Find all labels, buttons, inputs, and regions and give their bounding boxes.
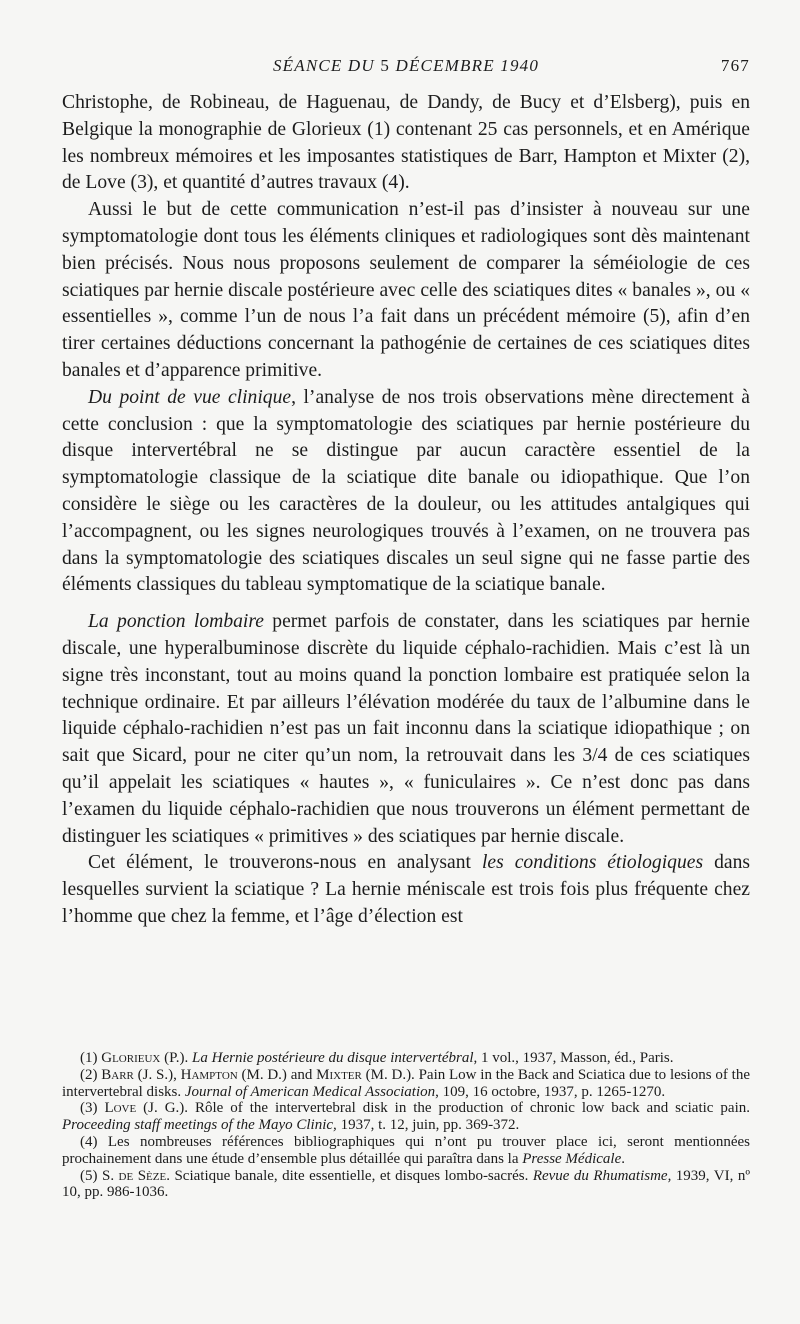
paragraph-4 (62, 609, 750, 850)
footnote-2-author-3-rest: (M. D.). Pain Low in the Back and Sciatica due to lesions of the intervertebral disks. (62, 1066, 750, 1100)
paragraph-5-body: dans lesquelles survient la sciatique ? La hernie méniscale est trois fois plus fréquente chez l’homme que chez la femme, et l’âge d’élection est (62, 852, 750, 927)
footnote-5-title: Revue du Rhumatisme, (532, 1167, 672, 1184)
footnote-1-number: (1) (80, 1050, 102, 1066)
paragraph-4-lead: La ponction lombaire (88, 611, 264, 633)
footnote-5-author: S. de Sèze (101, 1167, 167, 1184)
footnote-1-author: Glorieux (101, 1050, 161, 1066)
paragraph-1: Christophe, de Robineau, de Haguenau, de Dandy, de Bucy et d’Elsberg), puis en Belgique la monographie de Glorieux (1) contenant 25 cas personnels, et en Amérique les nombreux mémoires et les imposantes statistiques de Barr, Hampton et Mixter (2), de Love (3), et quantité d’autres travaux (4). (62, 92, 750, 194)
paragraph-4-body: permet parfois de constater, dans les sciatiques par hernie discale, une hyperalbuminose discrète du liquide céphalo-rachidien. Mais c’est là un signe très inconstant, tout au moins quand la ponction lombaire est pratiquée selon la technique ordinaire. Et par ailleurs l’élévation modérée du taux de l’albumine dans le liquide céphalo-rachidien n’est pas un fait inconnu dans la sciatique idiopathique ; on sait que Sicard, pour ne citer qu’un nom, la retrouvait dans les 3/4 de ces sciatiques qu’il appelait les sciatiques « hautes », « funiculaires ». Ce n’est donc pas dans l’examen du liquide céphalo-rachidien que nous trouverons un élément permettant de distinguer les sciatiques « primitives » des sciatiques par hernie discale. (62, 611, 750, 847)
running-title (62, 56, 750, 76)
footnote-2-author-1-rest: (J. S.), (133, 1066, 181, 1083)
footnote-5 (62, 1168, 750, 1202)
footnote-2-author-2-rest: (M. D.) and (237, 1066, 317, 1083)
footnote-1-author-rest: (P.). (160, 1050, 193, 1066)
footnote-4-rest: . (621, 1150, 625, 1167)
footnote-1 (62, 1050, 750, 1067)
paragraph-5-pre: Cet élément, le trouverons-nous en analysant (88, 852, 482, 874)
paragraph-5 (62, 850, 750, 930)
footnote-1-rest: , 1 vol., 1937, Masson, éd., Paris. (473, 1050, 674, 1066)
footnote-5-number: (5) (80, 1167, 102, 1184)
footnote-1-title: La Hernie postérieure du disque intervertébral (192, 1050, 474, 1066)
paragraph-3-lead: Du point de vue clinique (88, 386, 292, 408)
footnote-2-author-2: Hampton (180, 1066, 238, 1083)
footnotes (62, 1050, 750, 1201)
footnote-2-rest: , 109, 16 octobre, 1937, p. 1265-1270. (435, 1083, 666, 1100)
footnote-4-title: Presse Médicale (522, 1150, 622, 1167)
footnote-5-rest: 1939, VI, nº 10, pp. 986-1036. (62, 1167, 750, 1201)
footnote-4-text: (4) Les nombreuses références bibliographiques qui n’ont pu trouver place ici, seront mentionnées prochainement dans une étude d’ensemble plus détaillée qui paraîtra dans la (62, 1133, 750, 1167)
footnote-2-title: Journal of American Medical Association (184, 1083, 436, 1100)
running-title-day: 5 (380, 56, 391, 75)
footnote-3-author: Love (104, 1100, 137, 1117)
footnote-3-number: (3) (80, 1100, 105, 1117)
page-number: 767 (720, 56, 750, 75)
footnote-2-number: (2) (80, 1066, 102, 1083)
paragraph-2: Aussi le but de cette communication n’est-il pas d’insister à nouveau sur une symptomatologie dont tous les éléments cliniques et radiologiques sont dès maintenant bien précisés. Nous nous proposons seulement de comparer la séméiologie de ces sciatiques par hernie discale postérieure avec celle des sciatiques dites « banales », ou « essentielles », comme l’un de nous l’a fait dans un précédent mémoire (5), afin d’en tirer certaines déductions concernant la pathogénie de certaines de ces sciatiques dites banales et d’apparence primitive. (62, 199, 750, 381)
footnote-3-title: Proceeding staff meetings of the Mayo Clinic, (62, 1117, 337, 1134)
paragraph-3 (62, 385, 750, 599)
footnote-3-rest: 1937, t. 12, juin, pp. 369-372. (336, 1117, 520, 1134)
footnote-3-author-rest: (J. G.). Rôle of the intervertebral disk in the production of chronic low back and sciatic pain. (136, 1100, 750, 1117)
running-title-pre: SÉANCE DU (272, 56, 381, 75)
footnote-3 (62, 1100, 750, 1134)
main-text (62, 90, 750, 931)
paragraph-3-body: , l’analyse de nos trois observations mène directement à cette conclusion : que la symptomatologie des sciatiques par hernie postérieure du disque intervertébral ne se distingue par aucun caractère essentiel de la symptomatologie classique de la sciatique dite banale ou idiopathique. Que l’on considère le siège ou les caractères de la douleur, ou les attitudes antalgiques qui l’accompagnent, ou les signes neurologiques trouvés à l’examen, on ne trouvera pas dans la symptomatologie des sciatiques discales un seul signe qui ne fasse partie des éléments classiques du tableau symptomatique de la sciatique banale. (62, 386, 750, 596)
running-title-post: DÉCEMBRE 1940 (390, 56, 540, 75)
footnote-2-author-1: Barr (101, 1066, 134, 1083)
footnote-2 (62, 1067, 750, 1101)
paragraph-5-italic: les conditions étiologiques (481, 852, 704, 874)
footnote-4 (62, 1134, 750, 1168)
footnote-2-author-3: Mixter (316, 1066, 362, 1083)
running-header (62, 56, 750, 80)
footnote-5-author-rest: . Sciatique banale, dite essentielle, et disques lombo-sacrés. (166, 1167, 533, 1184)
